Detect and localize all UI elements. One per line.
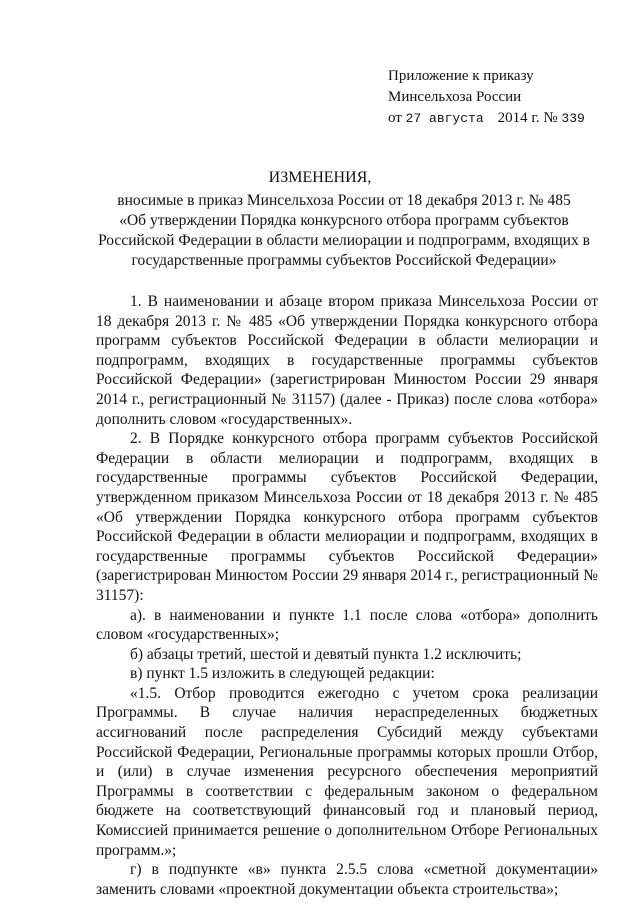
appendix-line-2: Минсельхоза России xyxy=(388,89,522,105)
subtitle-line: вносимые в приказ Минсельхоза России от 18 декабря 2013 г. № 485 xyxy=(117,192,571,209)
date-day-month: 27 августа xyxy=(405,111,484,126)
appendix-line-1: Приложение к приказу xyxy=(388,68,534,84)
appendix-date-line xyxy=(388,108,585,129)
paragraph-2g: г) в подпункте «в» пункта 2.5.5 слова «сметной документации» заменить словами «проектной документации объекта строительства»; xyxy=(96,861,598,898)
document-title: ИЗМЕНЕНИЯ, xyxy=(268,169,372,186)
subtitle-line: Российской Федерации в области мелиорации и подпрограмм, входящих в xyxy=(98,232,590,249)
document-subtitle xyxy=(96,191,592,271)
paragraph-1-5-text: «1.5. Отбор проводится ежегодно с учетом срока реализации Программы. В случае наличия нераспределенных бюджетных ассигнований после распределения Субсидий между субъектами Российской Федерации, Региональные программы которых прошли Отбор, и (или) в случае изменения ресурсного обеспечения мероприятий Программы в соответствии с федеральным законом о федеральном бюджете на соответствующий финансовый год и плановый период, Комиссией принимается решение о дополнительном Отборе Региональных программ.»; xyxy=(96,684,598,859)
number-sign: № xyxy=(543,110,558,126)
appendix-header xyxy=(388,66,585,129)
order-number: 339 xyxy=(561,111,585,126)
document-body xyxy=(96,292,598,899)
paragraph-2a: а). в наименовании и пункте 1.1 после слова «отбора» дополнить словом «государственных»; xyxy=(96,606,598,644)
subtitle-line: государственные программы субъектов Российской Федерации» xyxy=(131,252,557,269)
date-prefix: от xyxy=(388,110,402,126)
subtitle-line: «Об утверждении Порядка конкурсного отбора программ субъектов xyxy=(119,212,569,229)
paragraph-1: 1. В наименовании и абзаце втором приказа Минсельхоза России от 18 декабря 2013 г. № 485 «Об утверждении Порядка конкурсного отбора программ субъектов Российской Федерации в области мелиорации и подпрограмм, входящих в государственные программы субъектов Российской Федерации» (зарегистрирован Минюстом России 29 января 2014 г., регистрационный № 31157) (далее - Приказ) после слова «отбора» дополнить словом «государственных». xyxy=(96,293,598,428)
paragraph-2b: б) абзацы третий, шестой и девятый пункта 1.2 исключить; xyxy=(130,645,522,663)
paragraph-2v: в) пункт 1.5 изложить в следующей редакции: xyxy=(130,665,435,683)
date-year: 2014 г. xyxy=(497,110,540,126)
paragraph-2: 2. В Порядке конкурсного отбора программ субъектов Российской Федерации в области мелиорации и подпрограмм, входящих в государственные программы субъектов Российской Федерации, утвержденном приказом Минсельхоза России от 18 декабря 2013 г. № 485 «Об утверждении Порядка конкурсного отбора программ субъектов Российской Федерации в области мелиорации и подпрограмм, входящих в государственные программы субъектов Российской Федерации» (зарегистрирован Минюстом России 29 января 2014 г., регистрационный № 31157): xyxy=(96,430,598,604)
